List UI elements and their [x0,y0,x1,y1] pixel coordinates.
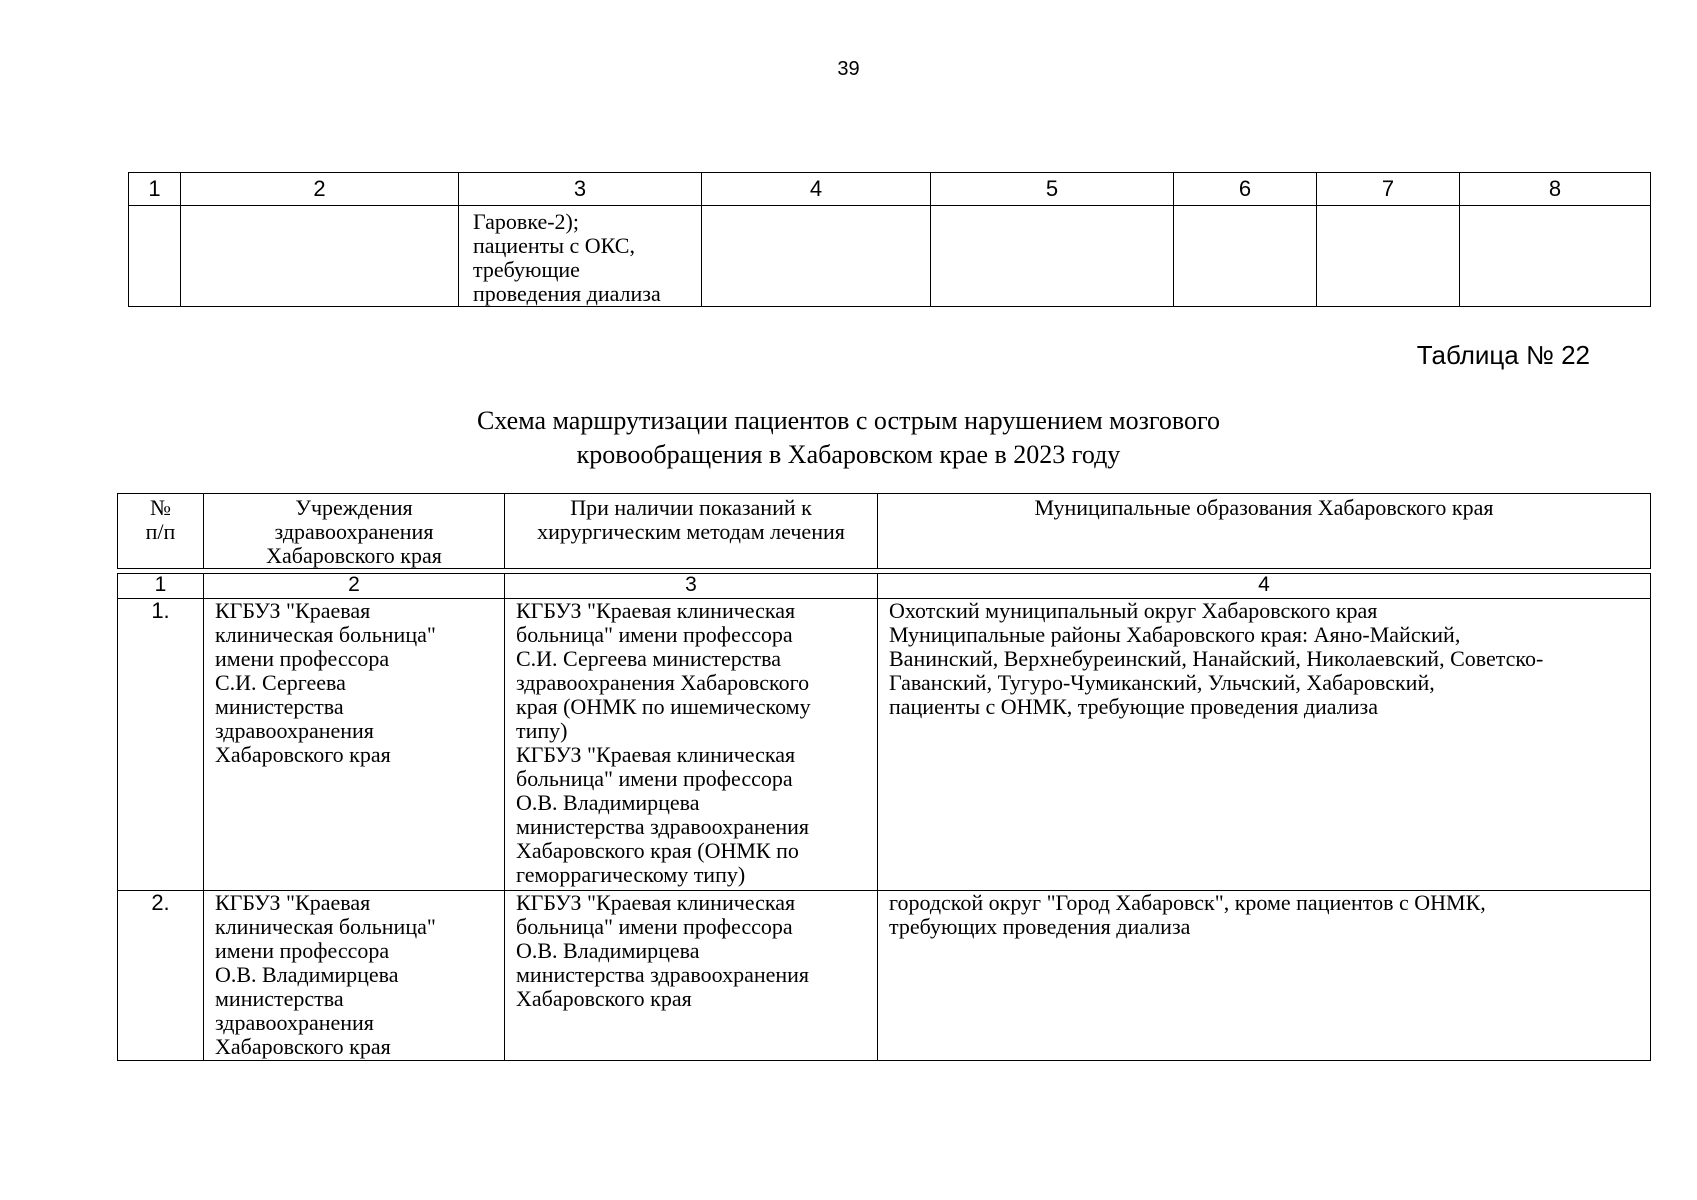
empty-cell [129,206,181,307]
row-municipal [878,599,1651,891]
text-line: КГБУЗ "Краевая [215,598,371,623]
text-line: Ванинский, Верхнебуреинский, Нанайский, Николаевский, Советско- [889,646,1544,671]
header-municipal [878,494,1651,569]
text-line: КГБУЗ "Краевая клиническая [516,890,796,915]
header-number [118,494,204,569]
routing-table [117,493,1651,1061]
text-line: требующие [473,257,580,282]
row-surgical [505,599,878,891]
empty-cell [702,206,931,307]
title-line: Схема маршрутизации пациентов с острым нарушением мозгового [476,406,1221,435]
text-line: Учреждения [295,495,413,520]
col-number: 8 [1460,173,1651,206]
col-number: 1 [129,173,181,206]
col-number: 7 [1317,173,1460,206]
table-label: Таблица № 22 [1416,340,1590,370]
text-line: Хабаровского края [266,543,442,568]
row-surgical [505,891,878,1061]
text-line: здравоохранения [274,519,434,544]
row-municipal [878,891,1651,1061]
row-number: 1. [118,599,204,891]
text-line: Охотский муниципальный округ Хабаровского края [889,598,1378,623]
row-number: 2. [118,891,204,1061]
empty-cell [931,206,1174,307]
column-number-row [118,574,1651,599]
col-number: 1 [118,574,204,599]
text-line: п/п [145,519,176,544]
text-line: министерства здравоохранения [516,962,810,987]
text-line: здравоохранения [215,1010,374,1035]
text-line: министерства [215,694,344,719]
col-number: 2 [181,173,459,206]
text-line: здравоохранения [215,718,374,743]
empty-cell [1460,206,1651,307]
title-line: кровообращения в Хабаровском крае в 2023 году [576,440,1121,469]
table-title [0,404,1697,472]
col-number: 3 [459,173,702,206]
header-institutions [204,494,505,569]
text-line: края (ОНМК по ишемическому [516,694,811,719]
text-line: пациенты с ОКС, [473,233,635,258]
text-line: хирургическим методам лечения [537,519,845,544]
col-number: 6 [1174,173,1317,206]
continuation-table [128,172,1651,307]
text-line: Хабаровского края [215,1034,391,1059]
row-institution [204,891,505,1061]
text-line: больница" имени профессора [516,622,793,647]
text-line: здравоохранения Хабаровского [516,670,810,695]
text-line: О.В. Владимирцева [516,938,700,963]
text-line: министерства [215,986,344,1011]
text-line: Хабаровского края [516,986,692,1011]
text-line: КГБУЗ "Краевая [215,890,371,915]
text-line: Гаванский, Тугуро-Чумиканский, Ульчский, Хабаровский, [889,670,1435,695]
text-line: Муниципальные образования Хабаровского края [1034,495,1494,520]
text-line: О.В. Владимирцева [215,962,399,987]
table-header-row [118,494,1651,569]
text-line: клиническая больница" [215,914,436,939]
col-number: 5 [931,173,1174,206]
text-line: городской округ "Город Хабаровск", кроме пациентов с ОНМК, [889,890,1486,915]
text-line: пациенты с ОНМК, требующие проведения диализа [889,694,1378,719]
text-line: Хабаровского края (ОНМК по [516,838,799,863]
header-surgical [505,494,878,569]
text-line: больница" имени профессора [516,766,793,791]
text-line: С.И. Сергеева министерства [516,646,782,671]
text-line: Гаровке-2); [473,209,579,234]
text-line: имени профессора [215,646,390,671]
text-line: Муниципальные районы Хабаровского края: Аяно-Майский, [889,622,1461,647]
col-number: 4 [702,173,931,206]
text-line: требующих проведения диализа [889,914,1191,939]
text-line: клиническая больница" [215,622,436,647]
text-line: проведения диализа [473,281,661,306]
text-line: С.И. Сергеева [215,670,346,695]
table-row [118,599,1651,891]
col-number: 2 [204,574,505,599]
empty-cell [181,206,459,307]
continuation-body-row [129,206,1651,307]
empty-cell [1317,206,1460,307]
col-number: 4 [878,574,1651,599]
page-number: 39 [837,58,860,80]
continuation-header-row [129,173,1651,206]
text-line: № [150,495,171,520]
text-line: КГБУЗ "Краевая клиническая [516,598,796,623]
col-number: 3 [505,574,878,599]
text-line: больница" имени профессора [516,914,793,939]
text-line: О.В. Владимирцева [516,790,700,815]
row-institution [204,599,505,891]
text-line: При наличии показаний к [570,495,812,520]
empty-cell [1174,206,1317,307]
continuation-cell-text [459,206,702,307]
text-line: имени профессора [215,938,390,963]
text-line: министерства здравоохранения [516,814,810,839]
text-line: геморрагическому типу) [516,862,746,887]
text-line: КГБУЗ "Краевая клиническая [516,742,796,767]
text-line: Хабаровского края [215,742,391,767]
table-row [118,891,1651,1061]
text-line: типу) [516,718,568,743]
